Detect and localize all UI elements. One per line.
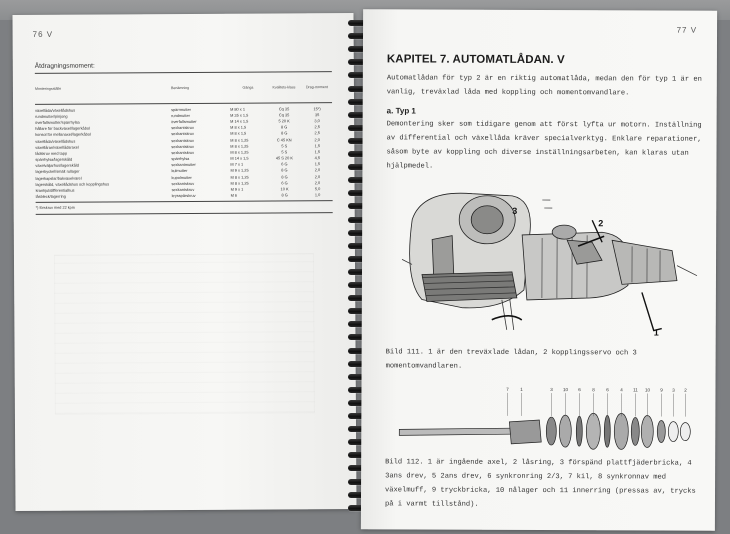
table-cell-designation: överfallsmutter [171,118,197,125]
table-cell-torque: 3,0 [314,118,320,124]
header-location: Monteringsställe [34,86,62,91]
table-cell-location: låsbleck/lagerring [35,193,66,200]
figure-112-exploded-shaft-diagram [389,381,709,456]
part-number-label: 3 [550,387,553,393]
table-cell-location: lådskruv med tapp [35,150,68,156]
table-cell-designation: sexkantskruv [171,131,194,137]
figure-112-part-numbers [506,387,687,417]
torque-table [35,71,333,215]
table-cell-strength-class: 5 S [281,143,288,149]
table-cell-designation: sexkantskruv [171,125,194,131]
figure-111-caption: Bild 111. 1 är den treväxlade lådan, 2 kopplingsservo och 3 momentomvandlaren. [385,348,637,371]
table-cell-designation: sexkantskruv [171,143,195,149]
table-cell-thread: M 8 x 1,5 [230,130,247,137]
table-cell-thread: M 6 [230,192,238,198]
table-cell-torque: 4,5 [314,155,321,161]
table-cell-thread: M 8 x 1,25 [230,137,249,143]
table-cell-strength-class: 5 20 K [278,118,290,124]
right-page [361,9,717,531]
table-cell-thread: M 8 x 1,25 [230,180,249,186]
part-number-label: 3 [672,387,675,393]
table-cell-torque: 2,0 [314,173,321,179]
header-strength-class: Kvalitets-klass [272,84,296,89]
table-cell-thread: M 14 x 1,5 [230,118,249,124]
table-cell-designation: rundmutter [171,112,190,118]
part-number-label: 2 [684,387,687,393]
table-cell-designation: sexkantskruv [171,186,195,193]
table-cell-thread: M 8 x 1,25 [230,143,249,149]
table-cell-thread: M 9 x 1 [230,186,244,192]
figure-111-callout-3: 3 [512,205,518,216]
table-header-row [35,72,332,104]
table-cell-designation: spärrmutter [171,106,191,112]
table-cell-location: rundmutter/pinjong [35,113,68,119]
table-cell-strength-class: 8 G [281,174,288,180]
header-torque: Drag-moment [305,84,328,89]
table-cell-torque: 2,5 [314,124,320,130]
table-cell-location: växelväljarhus/lagerskåld [35,162,79,169]
table-cell-thread: M 80 x 1 [230,106,246,112]
show-through-table [54,253,315,415]
part-number-label: 8 [592,387,595,393]
figure-111-transmission-illustration [392,179,703,345]
table-cell-thread: M 8 x 1,25 [230,149,249,155]
table-cell-strength-class: 8 G [281,192,288,198]
demounting-paragraph: Demontering sker som tidigare genom att först lyfta ur motorn. Inställning av differential och växellåda kräver specialverktyg. Enklare reparationer, såsom byte av koppling och diverse inställningsarbeten, kan klaras utan hjälpmedel. [386,120,702,171]
part-number-label: 4 [620,387,623,393]
table-cell-thread: M 7 x 1 [230,161,244,167]
table-body [35,103,333,202]
figure-111-callout-1: 1 [653,327,659,338]
table-cell-strength-class: 6 G [281,161,288,167]
header-designation: Benämning [170,85,190,91]
table-cell-torque: 15*) [313,105,321,111]
left-page [12,13,356,511]
table-cell-strength-class: 8 G [281,167,288,173]
part-number-label: 1 [520,386,523,392]
table-cell-thread: M 8 x 1,5 [230,124,247,130]
table-title: Åtdragningsmoment: [34,62,95,70]
page-number-left: 76 V [32,29,54,39]
transmission-drawing [402,193,698,331]
table-cell-torque: 2,0 [314,167,321,173]
table-cell-location: lagerkapslar/bakväxelvärel [35,175,82,181]
exploded-shaft-drawing [399,412,690,449]
table-row [36,192,333,200]
figure-112-caption: Bild 112. 1 är ingående axel, 2 låsring, 3 förspänd plattfjäderbricka, 4 3ans drev, 5 2ans drev, 6 synkronring 2/3, 7 kil, 8 synkronnav med växelmuff, 9 tryckbricka, 10 nålager och 11 innerring (pressas av, trycks på i varmt tillstånd). [384,458,696,509]
part-number-label: 10 [644,387,650,393]
table-cell-strength-class: 8 G [281,130,288,136]
table-cell-torque: 1,5 [314,161,321,167]
table-cell-location: kranhjul/differentialhus [35,187,75,193]
table-cell-torque: 5,0 [314,186,321,192]
table-cell-designation: krysspårskruv [171,193,196,199]
table-cell-torque: 35 [314,111,320,117]
page-number-right: 77 V [676,25,698,35]
part-number-label: 7 [506,386,509,392]
table-cell-thread: M 8 x 1,25 [230,174,249,180]
table-cell-location: konsol för mellanaxel/lagerkåbol [35,131,91,138]
table-cell-location: lagerbyckel/smält rullager [35,169,80,175]
part-number-label: 11 [633,387,638,393]
table-cell-strength-class: 45 S 20 K [275,155,293,161]
part-number-label: 9 [660,387,663,393]
table-cell-location: växellåda/växellådshus [35,138,76,144]
table-cell-designation: spärrhylsa [171,156,190,162]
table-cell-torque: 2,5 [314,130,320,136]
part-number-label: 6 [578,387,581,393]
table-cell-torque: 2,0 [314,136,320,142]
table-cell-designation: sexkantskruv [171,149,195,155]
table-cell-strength-class: Cq 35 [278,105,290,112]
table-cell-torque: 2,0 [314,180,321,186]
table-cell-strength-class: 5 S [281,149,288,155]
table-cell-strength-class: 8 G [281,124,288,130]
figure-111-callout-2: 2 [598,218,604,229]
table-cell-designation: sexkantskruv [171,137,194,143]
table-cell-thread: M 35 x 1,5 [230,112,249,118]
part-number-label: 6 [606,387,609,393]
part-number-label: 10 [562,387,568,393]
table-cell-strength-class: 10 K [280,186,289,192]
intro-paragraph: Automatlådan för typ 2 är en riktig automatlåda, medan den för typ 1 är en vanlig, treväxlad låda med koppling och momentomvandlare. [386,74,702,98]
chapter-title: KAPITEL 7. AUTOMATLÅDAN. V [386,53,565,67]
table-cell-location: överfallsmutter/spärrhylsa [35,119,80,125]
table-cell-strength-class: C 45 KN [276,136,292,142]
table-cell-designation: kulmutter [171,168,188,174]
table-cell-strength-class: Cq 35 [278,112,290,118]
table-cell-designation: kupolmutter [171,174,192,180]
table-cell-location: växellåda/växellådshus [35,107,76,113]
table-cell-location: växellåran/växellådsraxel [35,144,79,150]
table-cell-torque: 1,5 [314,142,321,148]
table-cell-thread: M 14 x 1,5 [230,155,249,161]
table-cell-location: lagerskåld, växellådshus och kopplingshus [35,181,110,187]
section-heading: a. Typ 1 [386,106,416,116]
table-cell-designation: sexkantskruv [171,180,195,186]
header-thread: Gänga [242,85,254,90]
table-cell-designation: sexkantmutter [171,162,196,168]
table-cell-torque: 1,5 [314,149,321,155]
table-cell-location: hållare för backväxel/lagerkåbol [35,125,90,132]
table-footnote: *) förskruv med 22 kpm [35,205,75,210]
table-cell-location: spärrhylsa/lagerskåld [35,156,73,163]
table-cell-strength-class: 6 G [281,180,288,186]
table-cell-thread: M 9 x 1,25 [230,168,249,174]
table-cell-torque: 1,0 [314,192,321,198]
